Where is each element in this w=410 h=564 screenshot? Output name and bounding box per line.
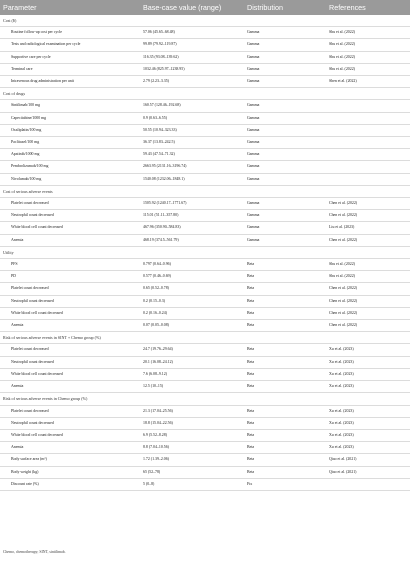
parameter-cell: White blood cell count decreased bbox=[0, 368, 140, 380]
distribution-cell: Gamma bbox=[244, 222, 326, 234]
value-cell: 24.7 (19.76–29.64) bbox=[140, 344, 244, 356]
value-cell: 468.19 (374.5–561.79) bbox=[140, 234, 244, 246]
reference-cell: Xu et al. (2023) bbox=[326, 368, 410, 380]
table-footnote: Chemo, chemotherapy; SINT, sintilimab. bbox=[3, 550, 66, 554]
reference-cell: Xu et al. (2023) bbox=[326, 405, 410, 417]
distribution-cell: Gamma bbox=[244, 161, 326, 173]
section-row bbox=[0, 15, 410, 27]
distribution-cell: Beta bbox=[244, 259, 326, 271]
reference-cell: Shu et al. (2022) bbox=[326, 271, 410, 283]
parameter-cell: Tests and radiological examination per cycle bbox=[0, 39, 140, 51]
distribution-cell: Beta bbox=[244, 417, 326, 429]
table-row bbox=[0, 76, 410, 88]
value-cell: 99.89 (79.92–119.87) bbox=[140, 39, 244, 51]
reference-cell: Chen et al. (2022) bbox=[326, 307, 410, 319]
parameter-cell: White blood cell count decreased bbox=[0, 222, 140, 234]
header-parameter: Parameter bbox=[0, 0, 140, 15]
parameter-cell: Neutrophil count decreased bbox=[0, 295, 140, 307]
distribution-cell: Gamma bbox=[244, 27, 326, 39]
reference-cell bbox=[326, 100, 410, 112]
value-cell: 1505.92 (1240.17–1771.67) bbox=[140, 198, 244, 210]
table-row bbox=[0, 454, 410, 466]
table-row bbox=[0, 442, 410, 454]
reference-cell bbox=[326, 173, 410, 185]
reference-cell: Qiao et al. (2021) bbox=[326, 454, 410, 466]
parameter-cell: Platelet count decreased bbox=[0, 283, 140, 295]
distribution-cell: Fix bbox=[244, 478, 326, 490]
value-cell: 0.9 (0.63–6.55) bbox=[140, 112, 244, 124]
table-row bbox=[0, 39, 410, 51]
table-row bbox=[0, 356, 410, 368]
parameter-cell: Body weight (kg) bbox=[0, 466, 140, 478]
table-row bbox=[0, 283, 410, 295]
section-title: Cost of drugs bbox=[0, 88, 410, 100]
reference-cell: Xu et al. (2023) bbox=[326, 381, 410, 393]
table-row bbox=[0, 320, 410, 332]
table-row bbox=[0, 124, 410, 136]
table-row bbox=[0, 173, 410, 185]
reference-cell bbox=[326, 161, 410, 173]
reference-cell: Chen et al. (2022) bbox=[326, 295, 410, 307]
reference-cell: Shen et al. (2022) bbox=[326, 76, 410, 88]
distribution-cell: Gamma bbox=[244, 76, 326, 88]
value-cell: 7.6 (6.08–9.12) bbox=[140, 368, 244, 380]
parameter-cell: Anemia bbox=[0, 381, 140, 393]
table-row bbox=[0, 210, 410, 222]
table-row bbox=[0, 381, 410, 393]
value-cell: 1540.08 (1232.06–1848.1) bbox=[140, 173, 244, 185]
reference-cell: Liu et al. (2023) bbox=[326, 222, 410, 234]
parameter-cell: Anemia bbox=[0, 320, 140, 332]
distribution-cell: Beta bbox=[244, 454, 326, 466]
distribution-cell: Beta bbox=[244, 381, 326, 393]
table-row bbox=[0, 198, 410, 210]
reference-cell: Qiao et al. (2021) bbox=[326, 466, 410, 478]
distribution-cell: Gamma bbox=[244, 112, 326, 124]
value-cell: 18.8 (15.04–22.56) bbox=[140, 417, 244, 429]
section-row bbox=[0, 246, 410, 258]
value-cell: 2663.95 (2131.16–3196.74) bbox=[140, 161, 244, 173]
section-title: Risk of serious adverse events in Chemo group (%) bbox=[0, 393, 410, 405]
reference-cell: Xu et al. (2023) bbox=[326, 442, 410, 454]
distribution-cell: Beta bbox=[244, 307, 326, 319]
table-row bbox=[0, 429, 410, 441]
value-cell: 36.37 (13.83–242.5) bbox=[140, 137, 244, 149]
distribution-cell: Gamma bbox=[244, 137, 326, 149]
reference-cell: Shu et al. (2022) bbox=[326, 39, 410, 51]
distribution-cell: Gamma bbox=[244, 100, 326, 112]
value-cell: 57.06 (45.65–68.48) bbox=[140, 27, 244, 39]
value-cell: 115.01 (51.11–357.80) bbox=[140, 210, 244, 222]
parameter-cell: Paclitaxel/100 mg bbox=[0, 137, 140, 149]
section-title: Risk of serious adverse events in SINT + Chemo group (%) bbox=[0, 332, 410, 344]
distribution-cell: Beta bbox=[244, 271, 326, 283]
table-row bbox=[0, 112, 410, 124]
table-row bbox=[0, 27, 410, 39]
value-cell: 0.2 (0.15–0.3) bbox=[140, 295, 244, 307]
value-cell: 8.8 (7.04–10.56) bbox=[140, 442, 244, 454]
table-row bbox=[0, 234, 410, 246]
value-cell: 0.797 (0.64–0.96) bbox=[140, 259, 244, 271]
parameter-cell: Body surface area (m²) bbox=[0, 454, 140, 466]
parameter-cell: PFS bbox=[0, 259, 140, 271]
section-title: Utility bbox=[0, 246, 410, 258]
value-cell: 5 (0–8) bbox=[140, 478, 244, 490]
distribution-cell: Beta bbox=[244, 466, 326, 478]
parameter-cell: Apatinib/1000 mg bbox=[0, 149, 140, 161]
value-cell: 65 (52–78) bbox=[140, 466, 244, 478]
parameter-cell: Anemia bbox=[0, 234, 140, 246]
parameter-cell: Anemia bbox=[0, 442, 140, 454]
parameter-cell: Routine follow-up cost per cycle bbox=[0, 27, 140, 39]
section-row bbox=[0, 185, 410, 197]
table-row bbox=[0, 259, 410, 271]
value-cell: 2.79 (2.23–3.35) bbox=[140, 76, 244, 88]
header-base-case-value: Base-case value (range) bbox=[140, 0, 244, 15]
table-body bbox=[0, 15, 410, 490]
value-cell: 116.35 (93.08–139.62) bbox=[140, 51, 244, 63]
parameter-cell: PD bbox=[0, 271, 140, 283]
value-cell: 0.07 (0.05–0.08) bbox=[140, 320, 244, 332]
table-row bbox=[0, 137, 410, 149]
table-row bbox=[0, 222, 410, 234]
value-cell: 20.1 (16.08–24.12) bbox=[140, 356, 244, 368]
distribution-cell: Gamma bbox=[244, 124, 326, 136]
distribution-cell: Gamma bbox=[244, 149, 326, 161]
value-cell: 0.65 (0.52–0.78) bbox=[140, 283, 244, 295]
distribution-cell: Gamma bbox=[244, 198, 326, 210]
section-row bbox=[0, 393, 410, 405]
section-title: Cost of serious adverse events bbox=[0, 185, 410, 197]
table-row bbox=[0, 368, 410, 380]
distribution-cell: Beta bbox=[244, 405, 326, 417]
reference-cell bbox=[326, 137, 410, 149]
reference-cell bbox=[326, 124, 410, 136]
table-row bbox=[0, 344, 410, 356]
value-cell: 467.96 (350.90–584.83) bbox=[140, 222, 244, 234]
parameter-cell: Supportive care per cycle bbox=[0, 51, 140, 63]
table-row bbox=[0, 307, 410, 319]
reference-cell bbox=[326, 478, 410, 490]
parameter-cell: Discount rate (%) bbox=[0, 478, 140, 490]
reference-cell: Chen et al. (2022) bbox=[326, 210, 410, 222]
section-row bbox=[0, 88, 410, 100]
distribution-cell: Gamma bbox=[244, 39, 326, 51]
parameter-cell: Platelet count decreased bbox=[0, 198, 140, 210]
table-header-row bbox=[0, 0, 410, 15]
reference-cell: Shu et al. (2022) bbox=[326, 27, 410, 39]
header-references: References bbox=[326, 0, 410, 15]
value-cell: 160.57 (128.46–192.68) bbox=[140, 100, 244, 112]
value-cell: 0.577 (0.46–0.69) bbox=[140, 271, 244, 283]
table-row bbox=[0, 466, 410, 478]
parameter-cell: Intravenous drug administration per unit bbox=[0, 76, 140, 88]
distribution-cell: Beta bbox=[244, 442, 326, 454]
reference-cell: Chen et al. (2022) bbox=[326, 198, 410, 210]
table-row bbox=[0, 405, 410, 417]
distribution-cell: Gamma bbox=[244, 63, 326, 75]
distribution-cell: Beta bbox=[244, 356, 326, 368]
table-row bbox=[0, 417, 410, 429]
distribution-cell: Beta bbox=[244, 283, 326, 295]
parameter-cell: Neutrophil count decreased bbox=[0, 210, 140, 222]
distribution-cell: Gamma bbox=[244, 234, 326, 246]
reference-cell: Shu et al. (2022) bbox=[326, 259, 410, 271]
distribution-cell: Beta bbox=[244, 320, 326, 332]
table-row bbox=[0, 161, 410, 173]
distribution-cell: Beta bbox=[244, 344, 326, 356]
reference-cell: Chen et al. (2022) bbox=[326, 283, 410, 295]
parameter-cell: Platelet count decreased bbox=[0, 344, 140, 356]
value-cell: 50.55 (10.94–323.33) bbox=[140, 124, 244, 136]
value-cell: 59.43 (47.54–71.32) bbox=[140, 149, 244, 161]
parameter-cell: Neutrophil count decreased bbox=[0, 417, 140, 429]
reference-cell: Xu et al. (2023) bbox=[326, 344, 410, 356]
parameter-cell: White blood cell count decreased bbox=[0, 307, 140, 319]
reference-cell: Xu et al. (2023) bbox=[326, 356, 410, 368]
distribution-cell: Beta bbox=[244, 429, 326, 441]
table-row bbox=[0, 51, 410, 63]
value-cell: 12.5 (10–15) bbox=[140, 381, 244, 393]
distribution-cell: Gamma bbox=[244, 51, 326, 63]
section-row bbox=[0, 332, 410, 344]
reference-cell: Shu et al. (2022) bbox=[326, 51, 410, 63]
distribution-cell: Beta bbox=[244, 368, 326, 380]
header-distribution: Distribution bbox=[244, 0, 326, 15]
table-row bbox=[0, 100, 410, 112]
parameter-cell: Oxaliplatin/100 mg bbox=[0, 124, 140, 136]
reference-cell bbox=[326, 112, 410, 124]
reference-cell: Xu et al. (2023) bbox=[326, 417, 410, 429]
reference-cell: Shu et al. (2022) bbox=[326, 63, 410, 75]
parameter-cell: Platelet count decreased bbox=[0, 405, 140, 417]
reference-cell: Chen et al. (2022) bbox=[326, 234, 410, 246]
parameter-cell: Nivolumab/100 mg bbox=[0, 173, 140, 185]
distribution-cell: Gamma bbox=[244, 210, 326, 222]
value-cell: 1.72 (1.39–2.06) bbox=[140, 454, 244, 466]
parameter-cell: Terminal care bbox=[0, 63, 140, 75]
table-row bbox=[0, 63, 410, 75]
table-row bbox=[0, 295, 410, 307]
table-row bbox=[0, 149, 410, 161]
value-cell: 0.2 (0.16–0.24) bbox=[140, 307, 244, 319]
value-cell: 6.9 (5.52–8.28) bbox=[140, 429, 244, 441]
distribution-cell: Beta bbox=[244, 295, 326, 307]
value-cell: 21.3 (17.04–25.56) bbox=[140, 405, 244, 417]
table-row bbox=[0, 271, 410, 283]
reference-cell: Chen et al. (2022) bbox=[326, 320, 410, 332]
parameter-cell: Capecitabine/1000 mg bbox=[0, 112, 140, 124]
distribution-cell: Gamma bbox=[244, 173, 326, 185]
parameter-cell: White blood cell count decreased bbox=[0, 429, 140, 441]
parameter-cell: Pembrolizumab/100 mg bbox=[0, 161, 140, 173]
reference-cell: Xu et al. (2023) bbox=[326, 429, 410, 441]
parameter-cell: Sintilimab/100 mg bbox=[0, 100, 140, 112]
parameter-cell: Neutrophil count decreased bbox=[0, 356, 140, 368]
section-title: Cost ($) bbox=[0, 15, 410, 27]
value-cell: 1032.46 (825.97–1238.95) bbox=[140, 63, 244, 75]
table-row bbox=[0, 478, 410, 490]
reference-cell bbox=[326, 149, 410, 161]
